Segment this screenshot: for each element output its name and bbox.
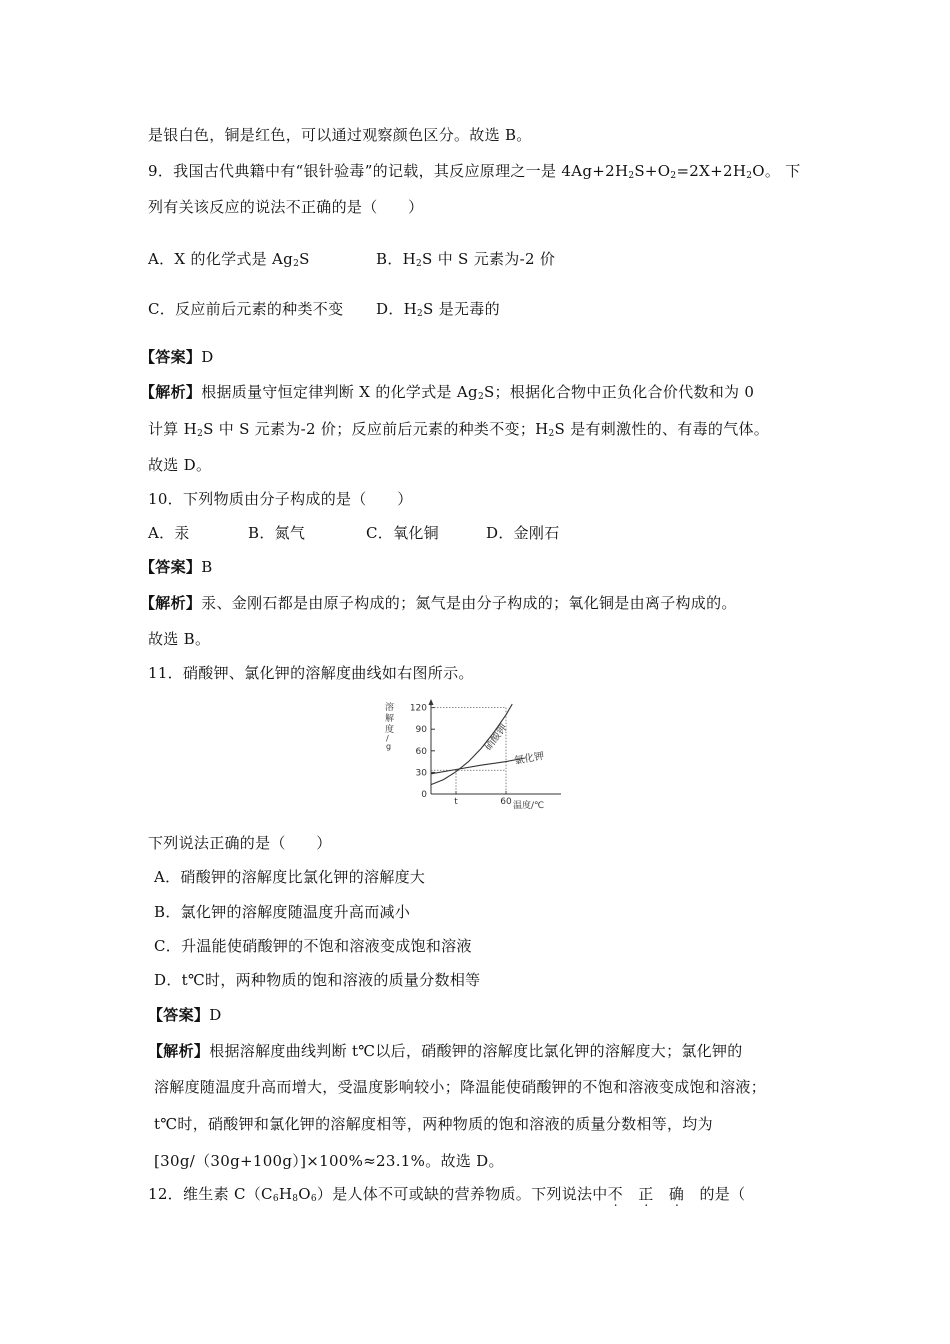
question-10-option-c: C．氧化铜: [366, 524, 439, 542]
question-10-option-a: A．汞: [148, 524, 190, 542]
question-11-option-d: D．t℃时，两种物质的饱和溶液的质量分数相等: [154, 971, 481, 989]
series-line-kno3: [431, 704, 512, 785]
y-tick-label: 60: [415, 746, 427, 757]
series-label-kno3: 硝酸钾: [482, 722, 510, 753]
question-9-option-c: C．反应前后元素的种类不变: [148, 300, 344, 318]
y-tick-label: 30: [415, 768, 427, 779]
y-tick-label: 90: [415, 725, 427, 736]
x-tick-label: 60: [500, 797, 512, 807]
question-10-option-b: B．氮气: [248, 524, 306, 542]
y-tick-label: 120: [409, 703, 427, 714]
guide-lines: [431, 708, 506, 794]
question-9-line2: 列有关该反应的说法不正确的是（ ）: [148, 198, 424, 216]
question-10: 10．下列物质由分子构成的是（ ）: [148, 490, 413, 508]
series-line-kcl: [431, 758, 525, 774]
question-9-option-d: D．$H_2S$ 是无毒的: [376, 300, 500, 319]
x-ticks: [454, 791, 512, 807]
question-9: 9．我国古代典籍中有“银针验毒”的记载，其反应原理之一是 $4Ag+2H_2S+O_2=2X+2H_2O$。 下: [148, 162, 801, 181]
x-tick-label: t: [454, 797, 458, 807]
question-11-option-a: A．硝酸钾的溶解度比氯化钾的溶解度大: [154, 868, 426, 886]
question-11-explanation-4: [30g/（30g+100g）]×100%≈23.1%。故选 D。: [154, 1152, 504, 1170]
question-9-explanation-2: 计算 $H_2S$ 中 S 元素为-2 价；反应前后元素的种类不变；$H_2S$ 是有刺激性的、有毒的气体。: [148, 420, 770, 439]
question-9-answer: 【答案】D: [140, 348, 214, 366]
y-tick-label: 0: [421, 790, 427, 800]
question-11-explanation-2: 溶解度随温度升高而增大，受温度影响较小；降温能使硝酸钾的不饱和溶液变成饱和溶液；: [154, 1078, 767, 1096]
question-10-explanation-1: 【解析】汞、金刚石都是由原子构成的；氮气是由分子构成的；氧化铜是由离子构成的。: [140, 594, 737, 612]
text-line: 是银白色，铜是红色，可以通过观察颜色区分。故选 B。: [148, 126, 532, 144]
question-11-explanation-3: t℃时，硝酸钾和氯化钾的溶解度相等，两种物质的饱和溶液的质量分数相等，均为: [154, 1115, 713, 1133]
question-9-option-b: B．$H_2S$ 中 S 元素为-2 价: [376, 250, 556, 269]
solubility-chart: [381, 698, 571, 810]
question-11-answer: 【答案】D: [148, 1006, 222, 1024]
question-11-option-b: B．氯化钾的溶解度随温度升高而减小: [154, 903, 411, 921]
question-10-answer: 【答案】B: [140, 558, 213, 576]
question-11-option-c: C．升温能使硝酸钾的不饱和溶液变成饱和溶液: [154, 937, 472, 955]
question-9-option-a: A．X 的化学式是 $Ag_2S$: [148, 250, 310, 269]
y-label-char: 度: [385, 725, 395, 735]
question-9-explanation-3: 故选 D。: [148, 456, 212, 474]
question-12: 12．维生素 $C(C_6H_8O_6)$是人体不可或缺的营养物质。下列说法中不 正 确 的是（: [148, 1185, 746, 1204]
y-label-char: 溶: [385, 703, 395, 713]
y-axis-arrow: [429, 699, 434, 705]
question-10-option-d: D．金刚石: [486, 524, 560, 542]
y-label-char: 解: [385, 714, 395, 724]
series-label-kcl: 氯化钾: [513, 750, 546, 767]
y-axis-label: [385, 701, 394, 751]
x-axis-label: 温度/℃: [513, 801, 545, 810]
question-11-explanation-1: 【解析】根据溶解度曲线判断 t℃以后，硝酸钾的溶解度比氯化钾的溶解度大；氯化钾的: [148, 1042, 743, 1060]
question-11-stem: 下列说法正确的是（ ）: [148, 834, 332, 852]
y-label-char: g: [386, 742, 392, 751]
question-9-explanation-1: 【解析】根据质量守恒定律判断 X 的化学式是 $Ag_2S$；根据化合物中正负化合价代数和为 0: [140, 383, 755, 402]
series-group: [431, 704, 525, 785]
question-11: 11．硝酸钾、氯化钾的溶解度曲线如右图所示。: [148, 664, 474, 682]
y-label-char: /: [386, 734, 389, 743]
question-10-explanation-2: 故选 B。: [148, 630, 211, 648]
